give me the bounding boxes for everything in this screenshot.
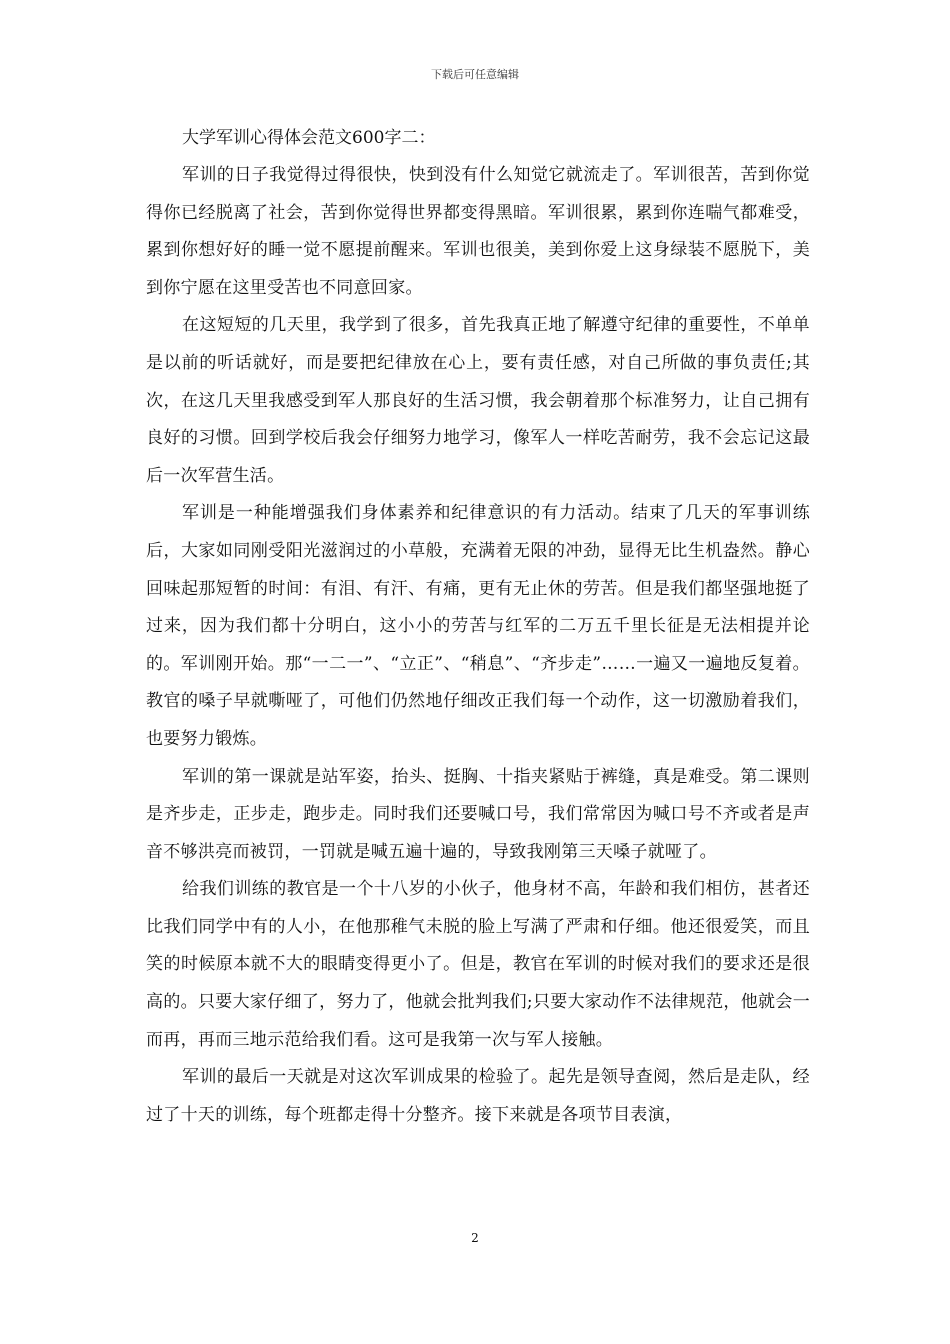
paragraph-1: 军训的日子我觉得过得很快，快到没有什么知觉它就流走了。军训很苦，苦到你觉得你已经脱离了社会，苦到你觉得世界都变得黑暗。军训很累，累到你连喘气都难受，累到你想好好的睡一觉不愿提前醒来。军训也很美，美到你爱上这身绿装不愿脱下，美到你宁愿在这里受苦也不同意回家。 xyxy=(146,165,810,298)
document-body xyxy=(146,120,810,1134)
paragraph-6: 军训的最后一天就是对这次军训成果的检验了。起先是领导查阅，然后是走队，经过了十天的训练，每个班都走得十分整齐。接下来就是各项节目表演， xyxy=(146,1067,810,1125)
document-title: 大学军训心得体会范文600字二： xyxy=(182,128,436,148)
paragraph-5: 给我们训练的教官是一个十八岁的小伙子，他身材不高，年龄和我们相仿，甚者还比我们同学中有的人小，在他那稚气未脱的脸上写满了严肃和仔细。他还很爱笑，而且笑的时候原本就不大的眼睛变得更小了。但是，教官在军训的时候对我们的要求还是很高的。只要大家仔细了，努力了，他就会批判我们;只要大家动作不法律规范，他就会一而再，再而三地示范给我们看。这可是我第一次与军人接触。 xyxy=(146,879,810,1050)
paragraph-2: 在这短短的几天里，我学到了很多，首先我真正地了解遵守纪律的重要性，不单单是以前的听话就好，而是要把纪律放在心上，要有责任感，对自己所做的事负责任;其次，在这几天里我感受到军人那良好的生活习惯，我会朝着那个标准努力，让自己拥有良好的习惯。回到学校后我会仔细努力地学习，像军人一样吃苦耐劳，我不会忘记这最后一次军营生活。 xyxy=(146,315,810,486)
paragraph-3: 军训是一种能增强我们身体素养和纪律意识的有力活动。结束了几天的军事训练后，大家如同刚受阳光滋润过的小草般，充满着无限的冲劲，显得无比生机盎然。静心回味起那短暂的时间：有泪、有汗、有痛，更有无止休的劳苦。但是我们都坚强地挺了过来，因为我们都十分明白，这小小的劳苦与红军的二万五千里长征是无法相提并论的。军训刚开始。那“一二一”、“立正”、“稍息”、“齐步走”……一遍又一遍地反复着。教官的嗓子早就嘶哑了，可他们仍然地仔细改正我们每一个动作，这一切激励着我们，也要努力锻炼。 xyxy=(146,503,810,749)
paragraph-4: 军训的第一课就是站军姿，抬头、挺胸、十指夹紧贴于裤缝，真是难受。第二课则是齐步走，正步走，跑步走。同时我们还要喊口号，我们常常因为喊口号不齐或者是声音不够洪亮而被罚，一罚就是喊五遍十遍的，导致我刚第三天嗓子就哑了。 xyxy=(146,766,810,862)
page-header: 下载后可任意编辑 xyxy=(431,68,519,81)
page-number: 2 xyxy=(471,1231,479,1245)
